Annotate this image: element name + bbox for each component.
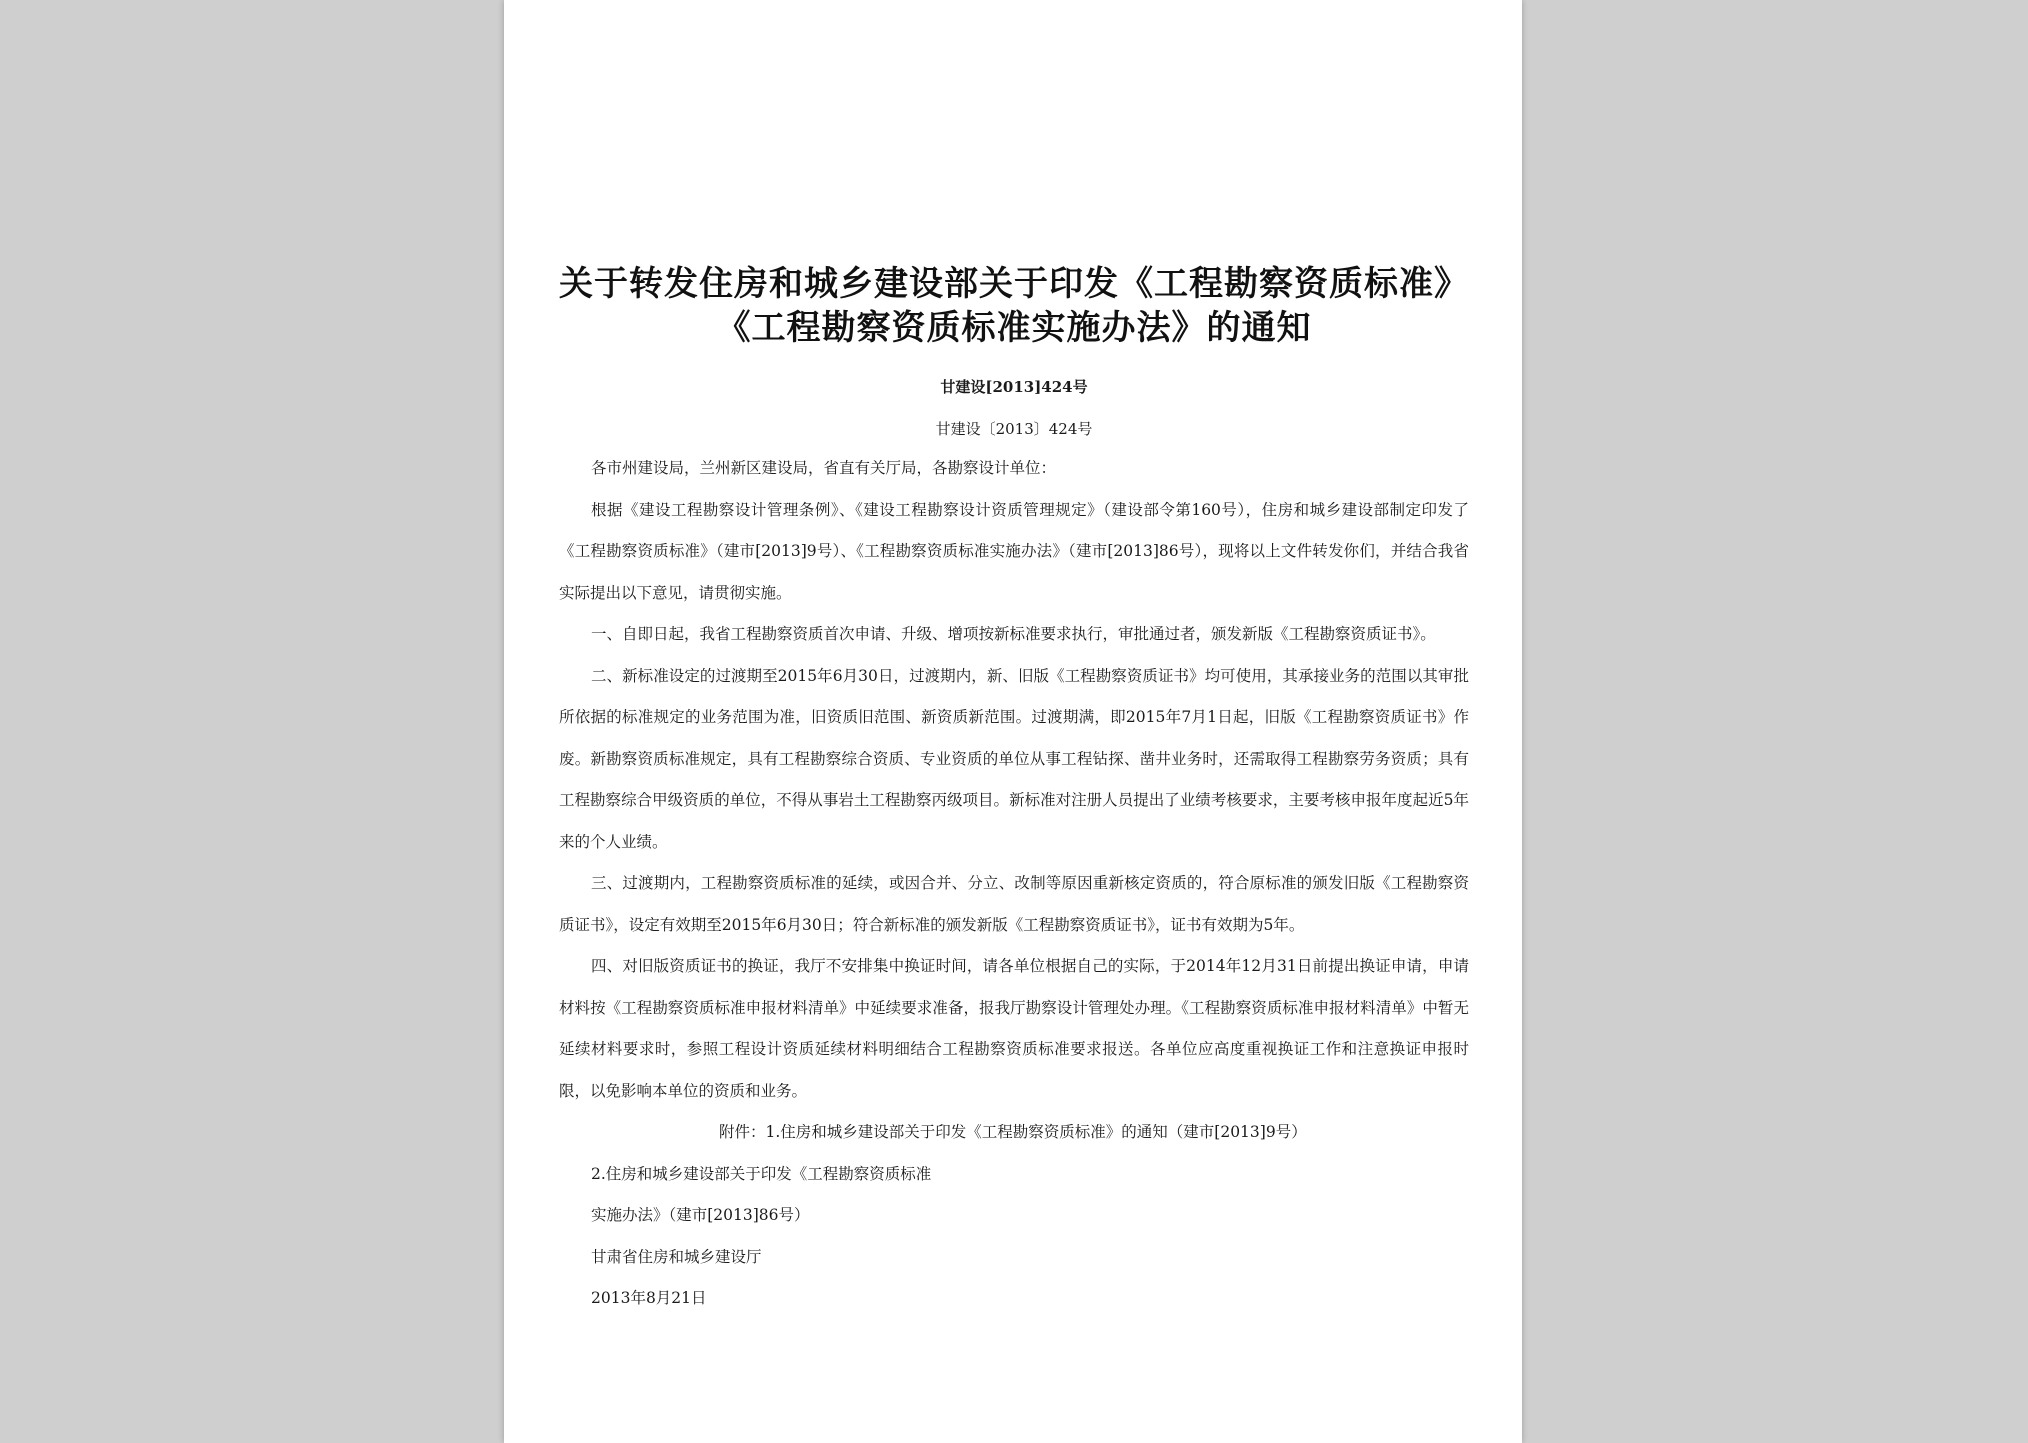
issue-date: 2013年8月21日 xyxy=(591,1289,707,1307)
attachment-2-line-1: 2.住房和城乡建设部关于印发《工程勘察资质标准 xyxy=(591,1164,932,1183)
document-page xyxy=(504,0,1522,1443)
paragraph-item-3: 三、过渡期内，工程勘察资质标准的延续，或因合并、分立、改制等原因重新核定资质的，符合原标准的颁发旧版《工程勘察资质证书》，设定有效期至2015年6月30日；符合新标准的颁发新版《工程勘察资质证书》，证书有效期为5年。 xyxy=(559,874,1469,934)
attachment-2-line-2: 实施办法》（建市[2013]86号） xyxy=(591,1206,810,1224)
document-number-bold: 甘建设[2013]424号 xyxy=(940,378,1088,396)
document-number: 甘建设〔2013〕424号 xyxy=(935,420,1093,438)
paragraph-intro: 根据《建设工程勘察设计管理条例》、《建设工程勘察设计资质管理规定》（建设部令第160号），住房和城乡建设部制定印发了《工程勘察资质标准》（建市[2013]9号）、《工程勘察资质标准实施办法》（建市[2013]86号），现将以上文件转发你们，并结合我省实际提出以下意见，请贯彻实施。 xyxy=(559,500,1469,602)
paragraph-item-1: 一、自即日起，我省工程勘察资质首次申请、升级、增项按新标准要求执行，审批通过者，颁发新版《工程勘察资质证书》。 xyxy=(591,625,1436,643)
issuer: 甘肃省住房和城乡建设厅 xyxy=(591,1247,762,1266)
salutation: 各市州建设局，兰州新区建设局，省直有关厅局，各勘察设计单位： xyxy=(591,459,1057,477)
paragraph-item-4: 四、对旧版资质证书的换证，我厅不安排集中换证时间，请各单位根据自己的实际，于2014年12月31日前提出换证申请，申请材料按《工程勘察资质标准申报材料清单》中延续要求准备，报我厅勘察设计管理处办理。《工程勘察资质标准申报材料清单》中暂无延续材料要求时，参照工程设计资质延续材料明细结合工程勘察资质标准要求报送。各单位应高度重视换证工作和注意换证申报时限，以免影响本单位的资质和业务。 xyxy=(559,957,1469,1100)
attachment-1: 附件：1.住房和城乡建设部关于印发《工程勘察资质标准》的通知（建市[2013]9号） xyxy=(719,1123,1307,1141)
document-content xyxy=(559,262,1469,1320)
paragraph-item-2: 二、新标准设定的过渡期至2015年6月30日，过渡期内，新、旧版《工程勘察资质证书》均可使用，其承接业务的范围以其审批所依据的标准规定的业务范围为准，旧资质旧范围、新资质新范围。过渡期满，即2015年7月1日起，旧版《工程勘察资质证书》作废。新勘察资质标准规定，具有工程勘察综合资质、专业资质的单位从事工程钻探、凿井业务时，还需取得工程勘察劳务资质；具有工程勘察综合甲级资质的单位，不得从事岩土工程勘察丙级项目。新标准对注册人员提出了业绩考核要求，主要考核申报年度起近5年来的个人业绩。 xyxy=(559,666,1469,851)
document-title: 关于转发住房和城乡建设部关于印发《工程勘察资质标准》《工程勘察资质标准实施办法》的通知 xyxy=(559,264,1469,348)
